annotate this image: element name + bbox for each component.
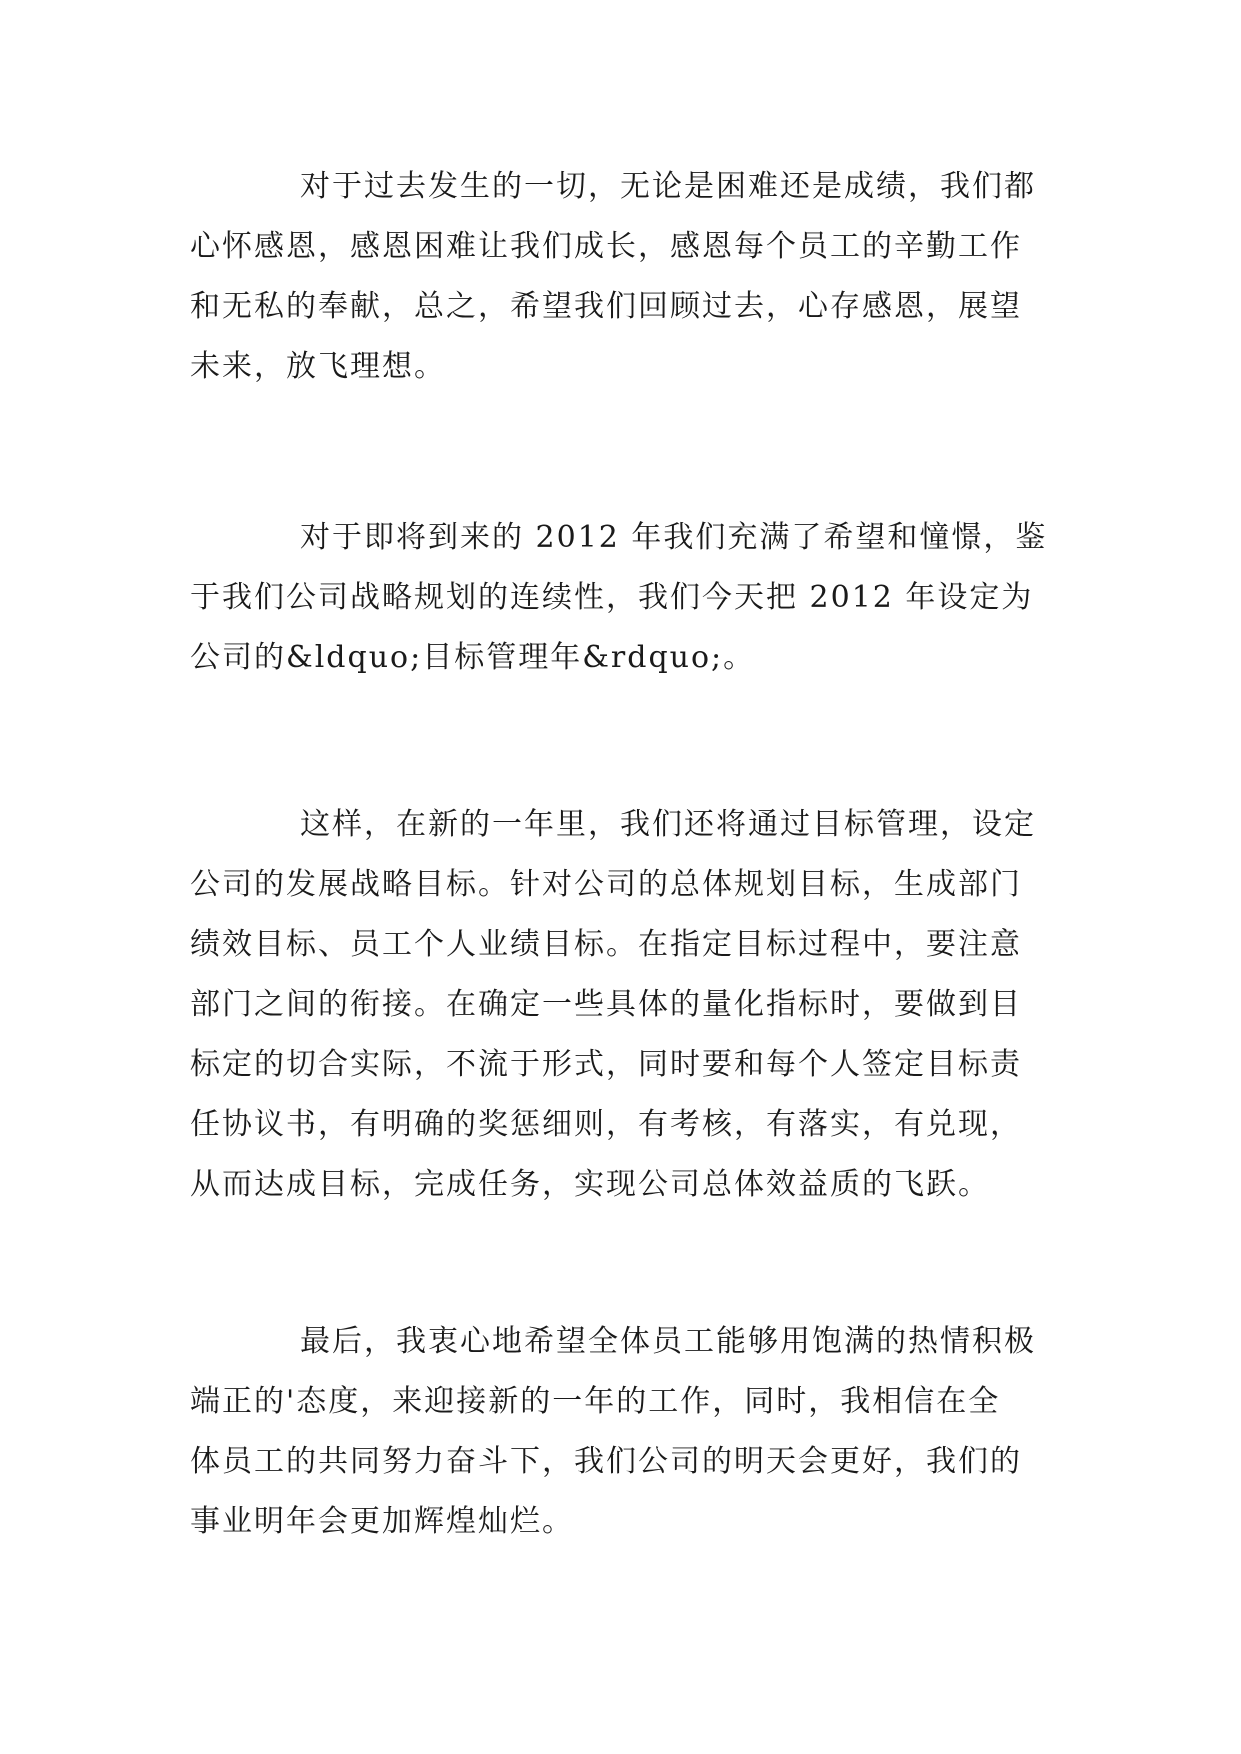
paragraph-line: 对于即将到来的 2012 年我们充满了希望和憧憬，鉴 — [300, 520, 1048, 555]
paragraph-line: 和无私的奉献，总之，希望我们回顾过去，心存感恩，展望 — [190, 289, 1022, 324]
paragraph-line: 心怀感恩，感恩困难让我们成长，感恩每个员工的辛勤工作 — [190, 229, 1022, 264]
paragraph-line: 对于过去发生的一切，无论是困难还是成绩，我们都 — [300, 169, 1036, 204]
paragraph-line: 部门之间的衔接。在确定一些具体的量化指标时，要做到目 — [190, 987, 1022, 1022]
paragraph-line: 未来，放飞理想。 — [190, 349, 446, 384]
paragraph-target-management — [190, 795, 1070, 1215]
paragraph-line: 公司的发展战略目标。针对公司的总体规划目标，生成部门 — [190, 867, 1022, 902]
paragraph-line: 这样，在新的一年里，我们还将通过目标管理，设定 — [300, 807, 1036, 842]
paragraph-line: 绩效目标、员工个人业绩目标。在指定目标过程中，要注意 — [190, 927, 1022, 962]
paragraph-gratitude — [190, 157, 1070, 397]
paragraph-line: 于我们公司战略规划的连续性，我们今天把 2012 年设定为 — [190, 580, 1034, 615]
paragraph-line: 标定的切合实际，不流于形式，同时要和每个人签定目标责 — [190, 1047, 1022, 1082]
paragraph-line: 任协议书，有明确的奖惩细则，有考核，有落实，有兑现， — [190, 1107, 1022, 1142]
paragraph-line: 端正的'态度，来迎接新的一年的工作，同时，我相信在全 — [190, 1384, 1001, 1419]
paragraph-line: 事业明年会更加辉煌灿烂。 — [190, 1504, 574, 1539]
paragraph-line: 最后，我衷心地希望全体员工能够用饱满的热情积极 — [300, 1324, 1036, 1359]
paragraph-line: 从而达成目标，完成任务，实现公司总体效益质的飞跃。 — [190, 1167, 990, 1202]
paragraph-closing — [190, 1312, 1070, 1552]
paragraph-line: 公司的&ldquo;目标管理年&rdquo;。 — [190, 640, 756, 675]
paragraph-2012-goal — [190, 508, 1070, 688]
paragraph-line: 体员工的共同努力奋斗下，我们公司的明天会更好，我们的 — [190, 1444, 1022, 1479]
